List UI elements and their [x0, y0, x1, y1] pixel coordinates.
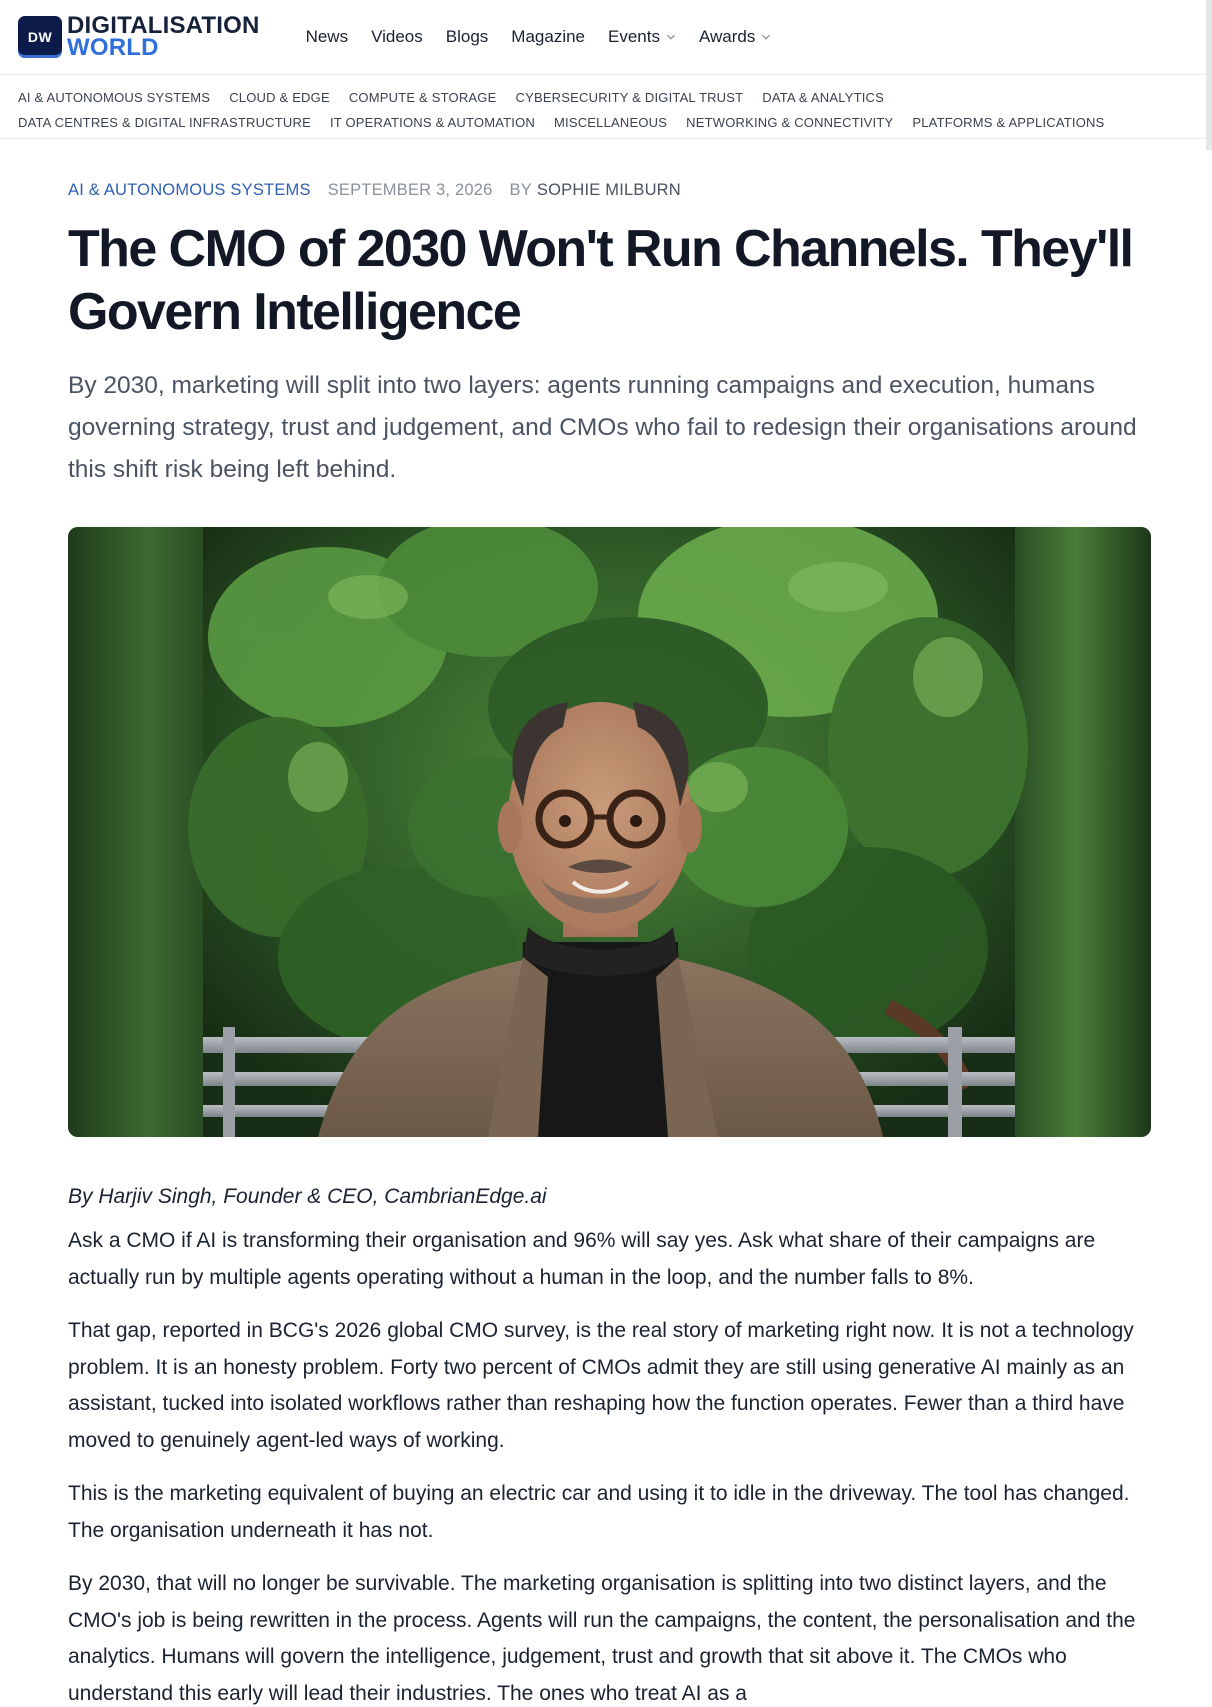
category-row-2 [18, 110, 1194, 135]
hero-image [68, 527, 1151, 1137]
site-header [0, 0, 1212, 75]
article-meta [68, 181, 1144, 200]
article-standfirst: By 2030, marketing will split into two layers: agents running campaigns and execution, humans governing strategy, trust and judgement, and CMOs who fail to redesign their organisations around this shift risk being left behind. [68, 372, 1137, 483]
scrollbar[interactable] [1206, 0, 1212, 150]
nav-awards[interactable] [699, 27, 771, 47]
nav-blogs-label: Blogs [445, 27, 489, 46]
site-logo[interactable] [18, 12, 260, 61]
article-category-link[interactable]: AI & AUTONOMOUS SYSTEMS [68, 181, 311, 199]
nav-videos[interactable] [371, 27, 423, 47]
article-paragraph: That gap, reported in BCG's 2026 global CMO survey, is the real story of marketing right now. It is not a technology problem. It is an honesty problem. Forty two percent of CMOs admit they are still using generative AI mainly as an assistant, tucked into isolated workflows rather than reshaping how the function operates. Fewer than a third have moved to genuinely agent-led ways of working. [68, 1319, 1134, 1452]
portrait-photo [68, 527, 1151, 1137]
article-author-link[interactable]: SOPHIE MILBURN [536, 181, 681, 199]
category-link[interactable]: CLOUD & EDGE [229, 90, 330, 105]
article-byline: By Harjiv Singh, Founder & CEO, CambrianEdge.ai [68, 1185, 547, 1208]
chevron-down-icon [666, 32, 676, 42]
article-paragraph: By 2030, that will no longer be survivable. The marketing organisation is splitting into two distinct layers, and the CMO's job is being rewritten in the process. Agents will run the campaigns, the content, the personalisation and the analytics. Humans will govern the intelligence, judgement, trust and growth that sit above it. The CMOs who understand this early will lead their industries. The ones who treat AI as a [68, 1572, 1136, 1705]
category-link[interactable]: AI & AUTONOMOUS SYSTEMS [18, 90, 211, 105]
nav-events[interactable] [608, 27, 676, 47]
category-nav [0, 75, 1212, 139]
category-link[interactable]: PLATFORMS & APPLICATIONS [912, 115, 1105, 130]
article-headline: The CMO of 2030 Won't Run Channels. They'll Govern Intelligence [68, 220, 1133, 341]
category-link[interactable]: DATA & ANALYTICS [762, 90, 884, 105]
nav-blogs[interactable] [446, 27, 489, 47]
article [0, 181, 1212, 1707]
category-link[interactable]: IT OPERATIONS & AUTOMATION [329, 115, 535, 130]
article-date: SEPTEMBER 3, 2026 [327, 181, 493, 199]
category-link[interactable]: NETWORKING & CONNECTIVITY [686, 115, 894, 130]
category-link[interactable]: DATA CENTRES & DIGITAL INFRASTRUCTURE [18, 115, 311, 130]
category-row-1 [18, 85, 1194, 110]
nav-awards-label: Awards [699, 27, 756, 46]
nav-magazine-label: Magazine [511, 27, 586, 46]
byline-prefix: BY [509, 181, 532, 199]
logo-badge: DW [18, 16, 62, 58]
category-link[interactable]: CYBERSECURITY & DIGITAL TRUST [515, 90, 744, 105]
article-paragraph: Ask a CMO if AI is transforming their organisation and 96% will say yes. Ask what share of their campaigns are actually run by multiple agents operating without a human in the loop, and the number falls to 8%. [68, 1229, 1096, 1289]
category-link[interactable]: MISCELLANEOUS [554, 115, 668, 130]
nav-news[interactable] [306, 27, 349, 47]
nav-magazine[interactable] [511, 27, 585, 47]
main-nav [306, 27, 795, 47]
article-paragraph: This is the marketing equivalent of buying an electric car and using it to idle in the driveway. The tool has changed. The organisation underneath it has not. [68, 1482, 1130, 1542]
nav-news-label: News [305, 27, 349, 46]
logo-line-1: DIGITALISATION [67, 12, 260, 39]
logo-line-2: WORLD [67, 34, 159, 61]
logo-wordmark [67, 12, 260, 61]
nav-events-label: Events [608, 27, 660, 46]
chevron-down-icon [761, 32, 771, 42]
nav-videos-label: Videos [371, 27, 423, 46]
category-link[interactable]: COMPUTE & STORAGE [348, 90, 497, 105]
